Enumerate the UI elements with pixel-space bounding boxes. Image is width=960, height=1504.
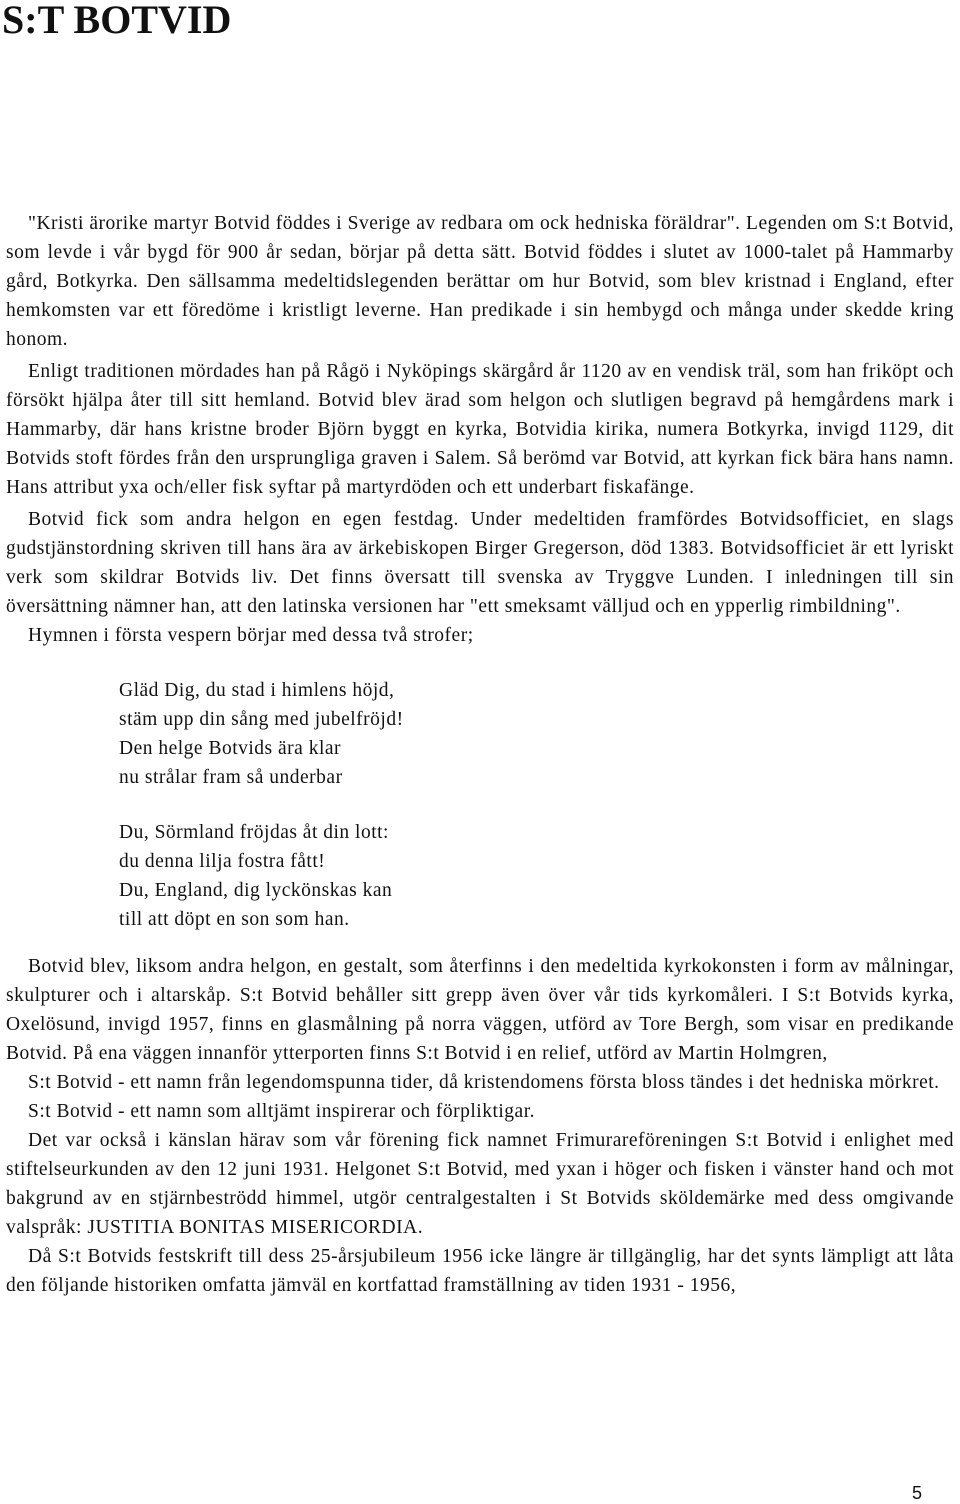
outro-section	[6, 952, 954, 1300]
verse-line: stäm upp din sång med jubelfröjd!	[119, 709, 404, 730]
paragraph-society-name: Det var också i känslan härav som vår förening fick namnet Frimurareföreningen S:t Botvid i enlighet med stiftelseurkunden av den 12 juni 1931. Helgonet S:t Botvid, med yxan i höger och fisken i vänster hand och mot bakgrund av en stjärnbeströdd himmel, utgör centralgestalten i St Botvids sköldemärke med dess omgivande valspråk: JUSTITIA BONITAS MISERICORDIA.	[6, 1130, 954, 1238]
verse-line: du denna lilja fostra fått!	[119, 851, 326, 872]
page-title: S:T BOTVID	[2, 0, 232, 42]
paragraph-hymn-intro: Hymnen i första vespern börjar med dessa två strofer;	[28, 625, 474, 646]
document-body	[6, 209, 954, 1300]
verse-line: Den helge Botvids ära klar	[119, 738, 342, 759]
paragraph-legend-intro: "Kristi ärorike martyr Botvid föddes i Sverige av redbara om ock hedniska föräldrar". Legenden om S:t Botvid, som levde i vår bygd för 900 år sedan, börjar på detta sätt. Botvid föddes i slutet av 1000-talet på Hammarby gård, Botkyrka. Den sällsamma medeltidslegenden berättar om hur Botvid, som blev kristnad i England, efter hemkomsten var ett föredöme i kristligt leverne. Han predikade i sin hembygd och många under skedde kring honom.	[6, 213, 954, 350]
paragraph-church-art: Botvid blev, liksom andra helgon, en gestalt, som återfinns i den medeltida kyrkokonsten i form av målningar, skulpturer och i altarskåp. S:t Botvid behåller sitt grepp även över vår tids kyrkomåleri. I S:t Botvids kyrka, Oxelösund, invigd 1957, finns en glasmålning på norra väggen, utförd av Tore Bergh, som visar en predikande Botvid. På ena väggen innanför ytterporten finns S:t Botvid i en relief, utförd av Martin Holmgren,	[6, 956, 954, 1064]
paragraph-legendary-name: S:t Botvid - ett namn från legendomspunna tider, då kristendomens första bloss tändes i det hedniska mörkret.	[28, 1072, 940, 1093]
paragraph-festschrift: Då S:t Botvids festskrift till dess 25-årsjubileum 1956 icke längre är tillgänglig, har det synts lämpligt att låta den följande historiken omfatta jämväl en kortfattad framställning av tiden 1931 - 1956,	[6, 1246, 954, 1296]
paragraph-inspiring-name: S:t Botvid - ett namn som alltjämt inspirerar och förpliktigar.	[28, 1101, 536, 1122]
paragraph-feast-day: Botvid fick som andra helgon en egen festdag. Under medeltiden framfördes Botvidsofficiet, en slags gudstjänstordning skriven till hans ära av ärkebiskopen Birger Gregerson, död 1383. Botvidsofficiet är ett lyriskt verk som skildrar Botvids liv. Det finns översatt till svenska av Tryggve Lunden. I inledningen till sin översättning nämner han, att den latinska versionen har "ett smeksamt välljud och en ypperlig rimbildning".	[6, 509, 954, 617]
hymn-poem	[119, 676, 954, 934]
verse-line: Du, Sörmland fröjdas åt din lott:	[119, 822, 389, 843]
verse-line: nu strålar fram så underbar	[119, 767, 343, 788]
verse-line: Gläd Dig, du stad i himlens höjd,	[119, 680, 395, 701]
poem-stanza-2	[119, 818, 954, 934]
verse-line: Du, England, dig lyckönskas kan	[119, 880, 393, 901]
paragraph-martyrdom: Enligt traditionen mördades han på Rågö i Nyköpings skärgård år 1120 av en vendisk träl, som han friköpt och försökt hjälpa åter till sitt hemland. Botvid blev ärad som helgon och slutligen begravd på hemgårdens mark i Hammarby, där hans kristne broder Björn byggt en kyrka, Botvidia kirika, numera Botkyrka, invigd 1129, dit Botvids stoft fördes från den ursprungliga graven i Salem. Så berömd var Botvid, att kyrkan fick bära hans namn. Hans attribut yxa och/eller fisk syftar på martyrdöden och ett underbart fiskafänge.	[6, 361, 954, 498]
page-number: 5	[911, 1483, 922, 1503]
verse-line: till att döpt en son som han.	[119, 909, 350, 930]
poem-stanza-1	[119, 676, 954, 792]
